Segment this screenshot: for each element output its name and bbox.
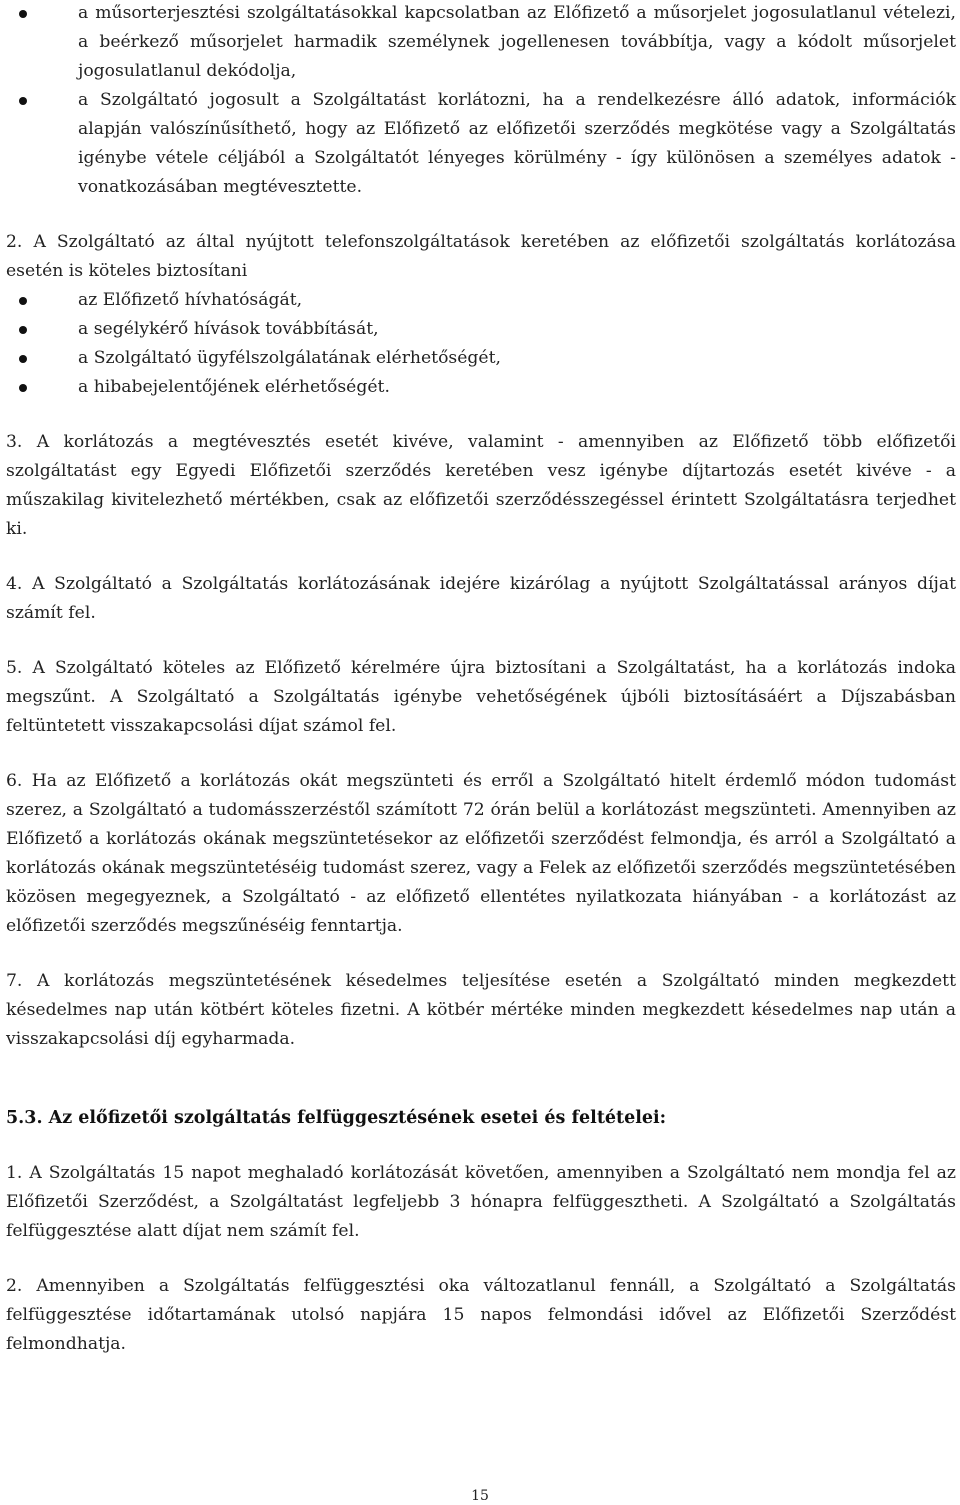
bullet-icon xyxy=(19,97,27,105)
section-heading: 5.3. Az előfizetői szolgáltatás felfüggesztésének esetei és feltételei: xyxy=(6,1108,667,1128)
bullet-icon xyxy=(19,326,27,334)
list-item-text: a segélykérő hívások továbbítását, xyxy=(78,319,379,339)
paragraph-5: 5. A Szolgáltató köteles az Előfizető kérelmére újra biztosítani a Szolgáltatást, ha a korlátozás indoka megszűnt. A Szolgáltató a Szolgáltatás igénybe vehetőségének újbóli biztosításáért a Díjszabásban feltüntetett visszakapcsolási díjat számol fel. xyxy=(6,658,956,736)
list-item-text: a műsorterjesztési szolgáltatásokkal kapcsolatban az Előfizető a műsorjelet jogosulatlanul vételezi, a beérkező műsorjelet harmadik személynek jogellenesen továbbítja, vagy a kódolt műsorjelet jogosulatlanul dekódolja, xyxy=(78,3,956,81)
paragraph-2: 2. A Szolgáltató az által nyújtott telefonszolgáltatások keretében az előfizetői szolgáltatás korlátozása esetén is köteles biztosítani xyxy=(6,232,956,281)
bullet-icon xyxy=(19,384,27,392)
list-item xyxy=(6,373,956,402)
document-page xyxy=(6,0,956,1359)
list-item xyxy=(6,0,956,86)
list-item-text: a Szolgáltató jogosult a Szolgáltatást korlátozni, ha a rendelkezésre álló adatok, információk alapján valószínűsíthető, hogy az Előfizető az előfizetői szerződés megkötése vagy a Szolgáltatás igénybe vétele céljából a Szolgáltatót lényeges körülmény - így különösen a személyes adatok - vonatkozásában megtévesztette. xyxy=(78,90,956,197)
list-item-text: az Előfizető hívhatóságát, xyxy=(78,290,303,310)
bullet-list-2 xyxy=(6,286,956,402)
paragraph-3: 3. A korlátozás a megtévesztés esetét kivéve, valamint - amennyiben az Előfizető több előfizetői szolgáltatást egy Egyedi Előfizetői szerződés keretében vesz igénybe díjtartozás esetét kivéve - a műszakilag kivitelezhető mértékben, csak az előfizetői szerződésszegéssel érintett Szolgáltatásra terjedhet ki. xyxy=(6,432,956,539)
paragraph-7: 7. A korlátozás megszüntetésének késedelmes teljesítése esetén a Szolgáltató minden megkezdett késedelmes nap után kötbért köteles fizetni. A kötbér mértéke minden megkezdett késedelmes nap után a visszakapcsolási díj egyharmada. xyxy=(6,971,956,1049)
paragraph-6: 6. Ha az Előfizető a korlátozás okát megszünteti és erről a Szolgáltató hitelt érdemlő módon tudomást szerez, a Szolgáltató a tudomásszerzéstől számított 72 órán belül a korlátozást megszünteti. Amennyiben az Előfizető a korlátozás okának megszüntetésekor az előfizetői szerződést felmondja, és arról a Szolgáltató a korlátozás okának megszüntetéséig tudomást szerez, vagy a Felek az előfizetői szerződés megszüntetésében közösen megegyeznek, a Szolgáltató - az előfizető ellentétes nyilatkozata hiányában - a korlátozást az előfizetői szerződés megszűnéséig fenntartja. xyxy=(6,771,956,936)
list-item xyxy=(6,344,956,373)
bullet-icon xyxy=(19,355,27,363)
page-number: 15 xyxy=(471,1488,489,1504)
section-paragraph-2: 2. Amennyiben a Szolgáltatás felfüggesztési oka változatlanul fennáll, a Szolgáltató a Szolgáltatás felfüggesztése időtartamának utolsó napjára 15 napos felmondási idővel az Előfizetői Szerződést felmondhatja. xyxy=(6,1276,956,1354)
bullet-icon xyxy=(19,10,27,18)
list-item xyxy=(6,315,956,344)
list-item-text: a hibabejelentőjének elérhetőségét. xyxy=(78,377,390,397)
paragraph-4: 4. A Szolgáltató a Szolgáltatás korlátozásának idejére kizárólag a nyújtott Szolgáltatással arányos díjat számít fel. xyxy=(6,574,956,623)
bullet-list-top xyxy=(6,0,956,202)
bullet-icon xyxy=(19,297,27,305)
list-item-text: a Szolgáltató ügyfélszolgálatának elérhetőségét, xyxy=(78,348,501,368)
section-paragraph-1: 1. A Szolgáltatás 15 napot meghaladó korlátozását követően, amennyiben a Szolgáltató nem mondja fel az Előfizetői Szerződést, a Szolgáltatást legfeljebb 3 hónapra felfüggesztheti. A Szolgáltató a Szolgáltatás felfüggesztése alatt díjat nem számít fel. xyxy=(6,1163,956,1241)
list-item xyxy=(6,286,956,315)
list-item xyxy=(6,86,956,202)
